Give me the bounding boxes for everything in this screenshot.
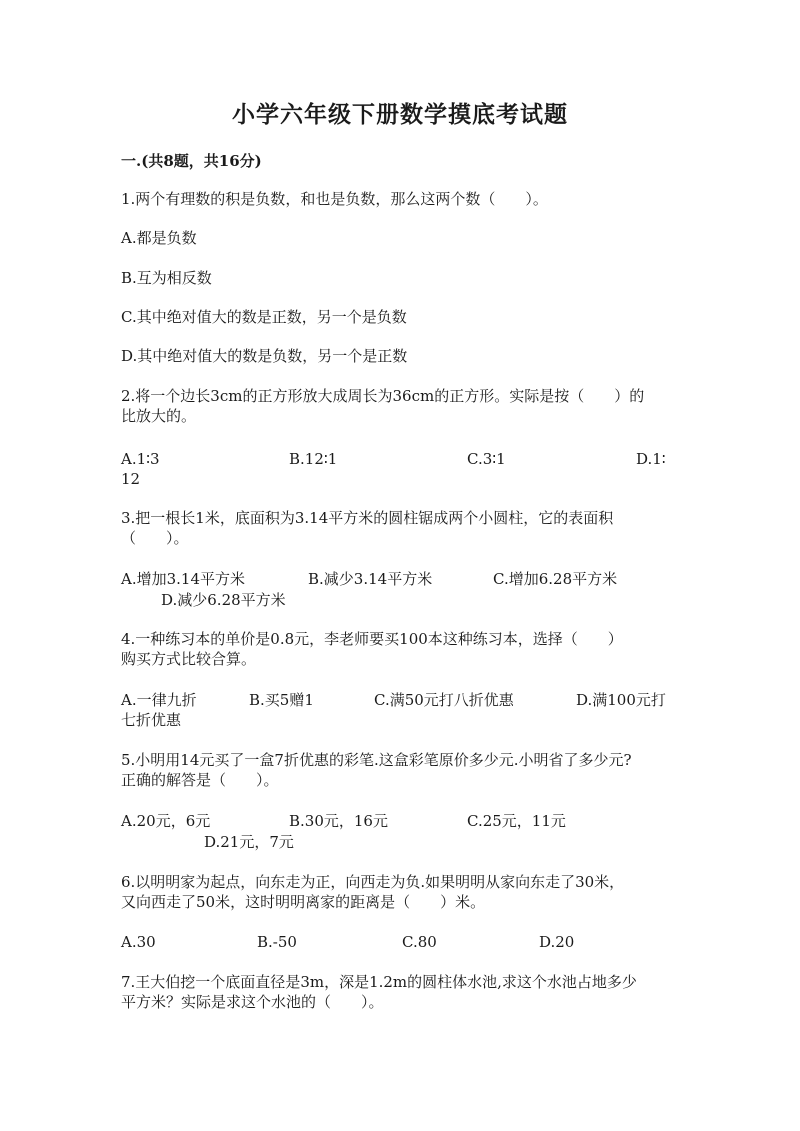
q1-option-a[interactable]: A.都是负数 xyxy=(121,229,197,247)
q6-option-c[interactable]: C.80 xyxy=(402,933,437,951)
question-7-text-line-1: 7.王大伯挖一个底面直径是3m，深是1.2m的圆柱体水池,求这个水池占地多少 xyxy=(121,973,637,991)
question-5-text-line-2: 正确的解答是（ ）。 xyxy=(121,771,279,789)
page-title: 小学六年级下册数学摸底考试题 xyxy=(232,101,568,128)
question-3-text-line-1: 3.把一根长1米，底面积为3.14平方米的圆柱锯成两个小圆柱，它的表面积 xyxy=(121,509,614,527)
q5-option-a[interactable]: A.20元，6元 xyxy=(121,812,211,830)
q6-option-b[interactable]: B.-50 xyxy=(257,933,297,951)
q2-option-a[interactable]: A.1∶3 xyxy=(121,450,160,468)
question-1-text: 1.两个有理数的积是负数，和也是负数，那么这两个数（ ）。 xyxy=(121,190,548,208)
question-4-text-line-2: 购买方式比较合算。 xyxy=(121,650,257,668)
q2-option-d[interactable]: D.1∶ xyxy=(636,450,666,468)
section-heading: 一.(共8题，共16分) xyxy=(121,152,262,170)
question-4-text-line-1: 4.一种练习本的单价是0.8元，李老师要买100本这种练习本，选择（ ） xyxy=(121,630,623,648)
q3-option-d[interactable]: D.减少6.28平方米 xyxy=(161,591,286,609)
question-2-text-line-2: 比放大的。 xyxy=(121,407,197,425)
question-6-text-line-2: 又向西走了50米，这时明明离家的距离是（ ）米。 xyxy=(121,893,486,911)
q4-option-b[interactable]: B.买5赠1 xyxy=(249,691,314,709)
q3-option-b[interactable]: B.减少3.14平方米 xyxy=(308,570,433,588)
q4-option-a[interactable]: A.一律九折 xyxy=(121,691,197,709)
question-6-text-line-1: 6.以明明家为起点，向东走为正，向西走为负.如果明明从家向东走了30米， xyxy=(121,873,625,891)
question-2-text-line-1: 2.将一个边长3cm的正方形放大成周长为36cm的正方形。实际是按（ ）的 xyxy=(121,387,645,405)
q5-option-c[interactable]: C.25元，11元 xyxy=(467,812,566,830)
q2-option-d-continued: 12 xyxy=(121,470,141,488)
question-3-text-line-2: （ ）。 xyxy=(121,529,189,547)
q2-option-c[interactable]: C.3∶1 xyxy=(467,450,506,468)
question-7-text-line-2: 平方米？实际是求这个水池的（ ）。 xyxy=(121,993,384,1011)
q3-option-c[interactable]: C.增加6.28平方米 xyxy=(493,570,618,588)
q6-option-d[interactable]: D.20 xyxy=(539,933,575,951)
q1-option-b[interactable]: B.互为相反数 xyxy=(121,269,212,287)
q3-option-a[interactable]: A.增加3.14平方米 xyxy=(121,570,245,588)
q4-option-c[interactable]: C.满50元打八折优惠 xyxy=(374,691,514,709)
q5-option-b[interactable]: B.30元，16元 xyxy=(289,812,388,830)
q1-option-c[interactable]: C.其中绝对值大的数是正数，另一个是负数 xyxy=(121,308,407,326)
q5-option-d[interactable]: D.21元，7元 xyxy=(204,833,294,851)
q2-option-b[interactable]: B.12∶1 xyxy=(289,450,338,468)
question-5-text-line-1: 5.小明用14元买了一盒7折优惠的彩笔.这盒彩笔原价多少元.小明省了多少元? xyxy=(121,751,632,769)
q4-option-d[interactable]: D.满100元打 xyxy=(576,691,666,709)
q4-option-d-continued: 七折优惠 xyxy=(121,711,182,729)
q6-option-a[interactable]: A.30 xyxy=(121,933,156,951)
q1-option-d[interactable]: D.其中绝对值大的数是负数，另一个是正数 xyxy=(121,347,408,365)
